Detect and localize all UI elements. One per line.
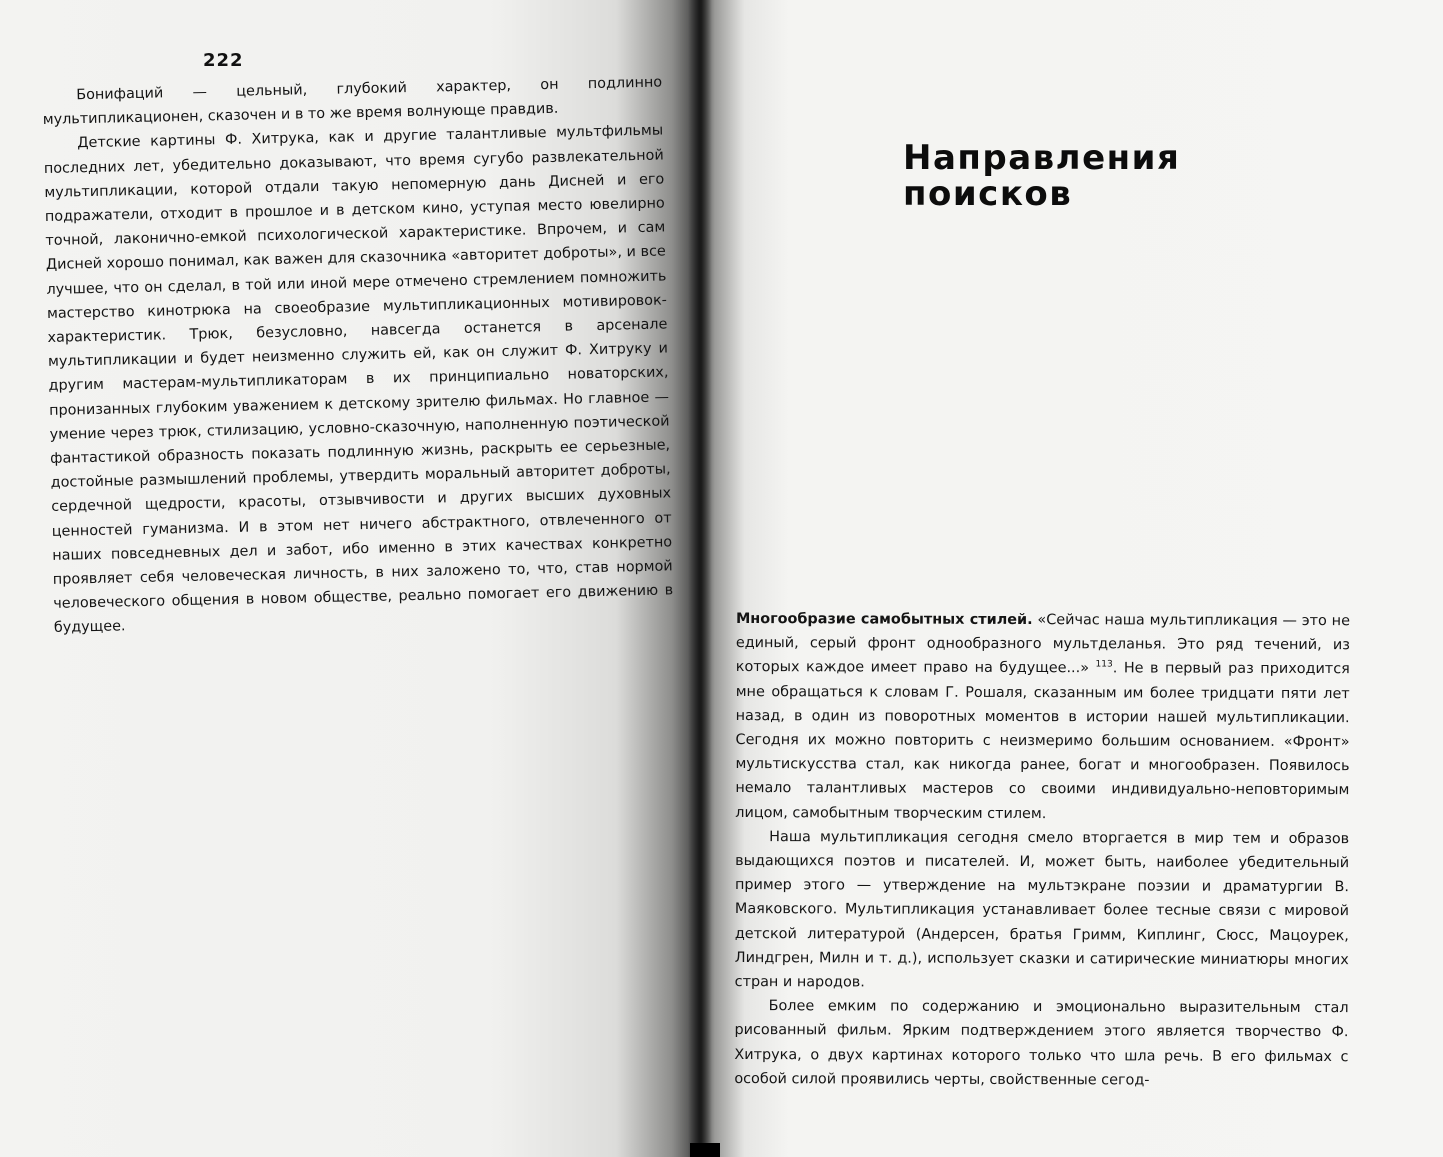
- paragraph-text: . Не в первый раз приходится мне обращаться к словам Г. Рошаля, сказанным им более тридцати пяти лет назад, в один из поворотных моментов в истории нашей мультипликации. Сегодня их можно повторить с неизмеримо большим основанием. «Фронт» мультискусства стал, как никогда ранее, богат и многообразен. Появилось немало талантливых мастеров со своими индивидуально-неповторимым лицом, самобытным творческим стилем.: [735, 660, 1350, 822]
- paragraph: Более емким по содержанию и эмоционально выразительным стал рисованный фильм. Ярким подтверждением этого является творчество Ф. Хитрука, о двух картинах которого только что шла речь. В его фильмах с особой силой проявились черты, свойственные сегод-: [734, 998, 1349, 1089]
- paragraph: [735, 607, 1350, 827]
- page-number: 222: [203, 50, 244, 71]
- footnote-reference: 113: [1095, 659, 1113, 670]
- chapter-title-line: поисков: [903, 174, 1073, 214]
- binding-shadow: [690, 1143, 720, 1157]
- book-gutter: [688, 0, 712, 1157]
- section-lead-heading: Многообразие самобытных стилей.: [735, 611, 1033, 629]
- right-page-text: [734, 607, 1350, 1093]
- chapter-title-line: Направления: [903, 138, 1181, 178]
- chapter-title: [903, 140, 1180, 212]
- paragraph-text: «Сейчас наша мультипликация — это не единый, серый фронт однообразного мультделанья. Это ряд течений, из которых каждое имеет право на будущее...»: [735, 612, 1350, 677]
- paragraph: Бонифаций — цельный, глубокий характер, он подлинно мультипликационен, сказочен и в то же время волнующе правдив.: [42, 74, 663, 129]
- left-page-text: [42, 70, 674, 640]
- paragraph: Детские картины Ф. Хитрука, как и другие талантливые мультфильмы последних лет, убедительно доказывают, что время сугубо развлекательной мультипликации, которой отдали такую непомерную дань Дисней и его подражатели, отходит в прошлое и в детском кино, уступая место ювелирно точной, лаконично-емкой психологической характеристике. Впрочем, и сам Дисней хорошо понимал, как важен для сказочника «авторитет доброты», и все лучшее, что он сделал, в той или иной мере отмечено стремлением помножить мастерство кинотрюка на своеобразие мультипликационных мотивировок-характеристик. Трюк, безусловно, навсегда останется в арсенале мультипликации и будет неизменно служить ей, как он служит Ф. Хитруку и другим мастерам-мультипликаторам в их принципиально новаторских, пронизанных глубоким уважением к детскому зрителю фильмах. Но главное — умение через трюк, стилизацию, условно-сказочную, наполненную поэтической фантастикой образность показать подлинную жизнь, раскрыть ее серьезные, достойные размышлений проблемы, утвердить моральный авторитет доброты, сердечной щедрости, красоты, отзывчивости и других высших духовных ценностей гуманизма. И в этом нет ничего абстрактного, отвлеченного от наших повседневных дел и забот, ибо именно в этих качествах конкретно проявляет себя человеческая личность, в них заложено то, что, став нормой человеческого общения в новом обществе, реально помогает его движению в будущее.: [43, 122, 674, 637]
- paragraph: Наша мультипликация сегодня смело вторгается в мир тем и образов выдающихся поэтов и писателей. И, может быть, наиболее убедительный пример этого — утверждение на мультэкране поэзии и драматургии В. Маяковского. Мультипликация устанавливает более тесные связи с мировой детской литературой (Андерсен, братья Гримм, Киплинг, Сюсс, Мацоурек, Линдгрен, Милн и т. д.), использует сказки и сатирические миниатюры многих стран и народов.: [734, 828, 1350, 991]
- left-page: [0, 0, 700, 1157]
